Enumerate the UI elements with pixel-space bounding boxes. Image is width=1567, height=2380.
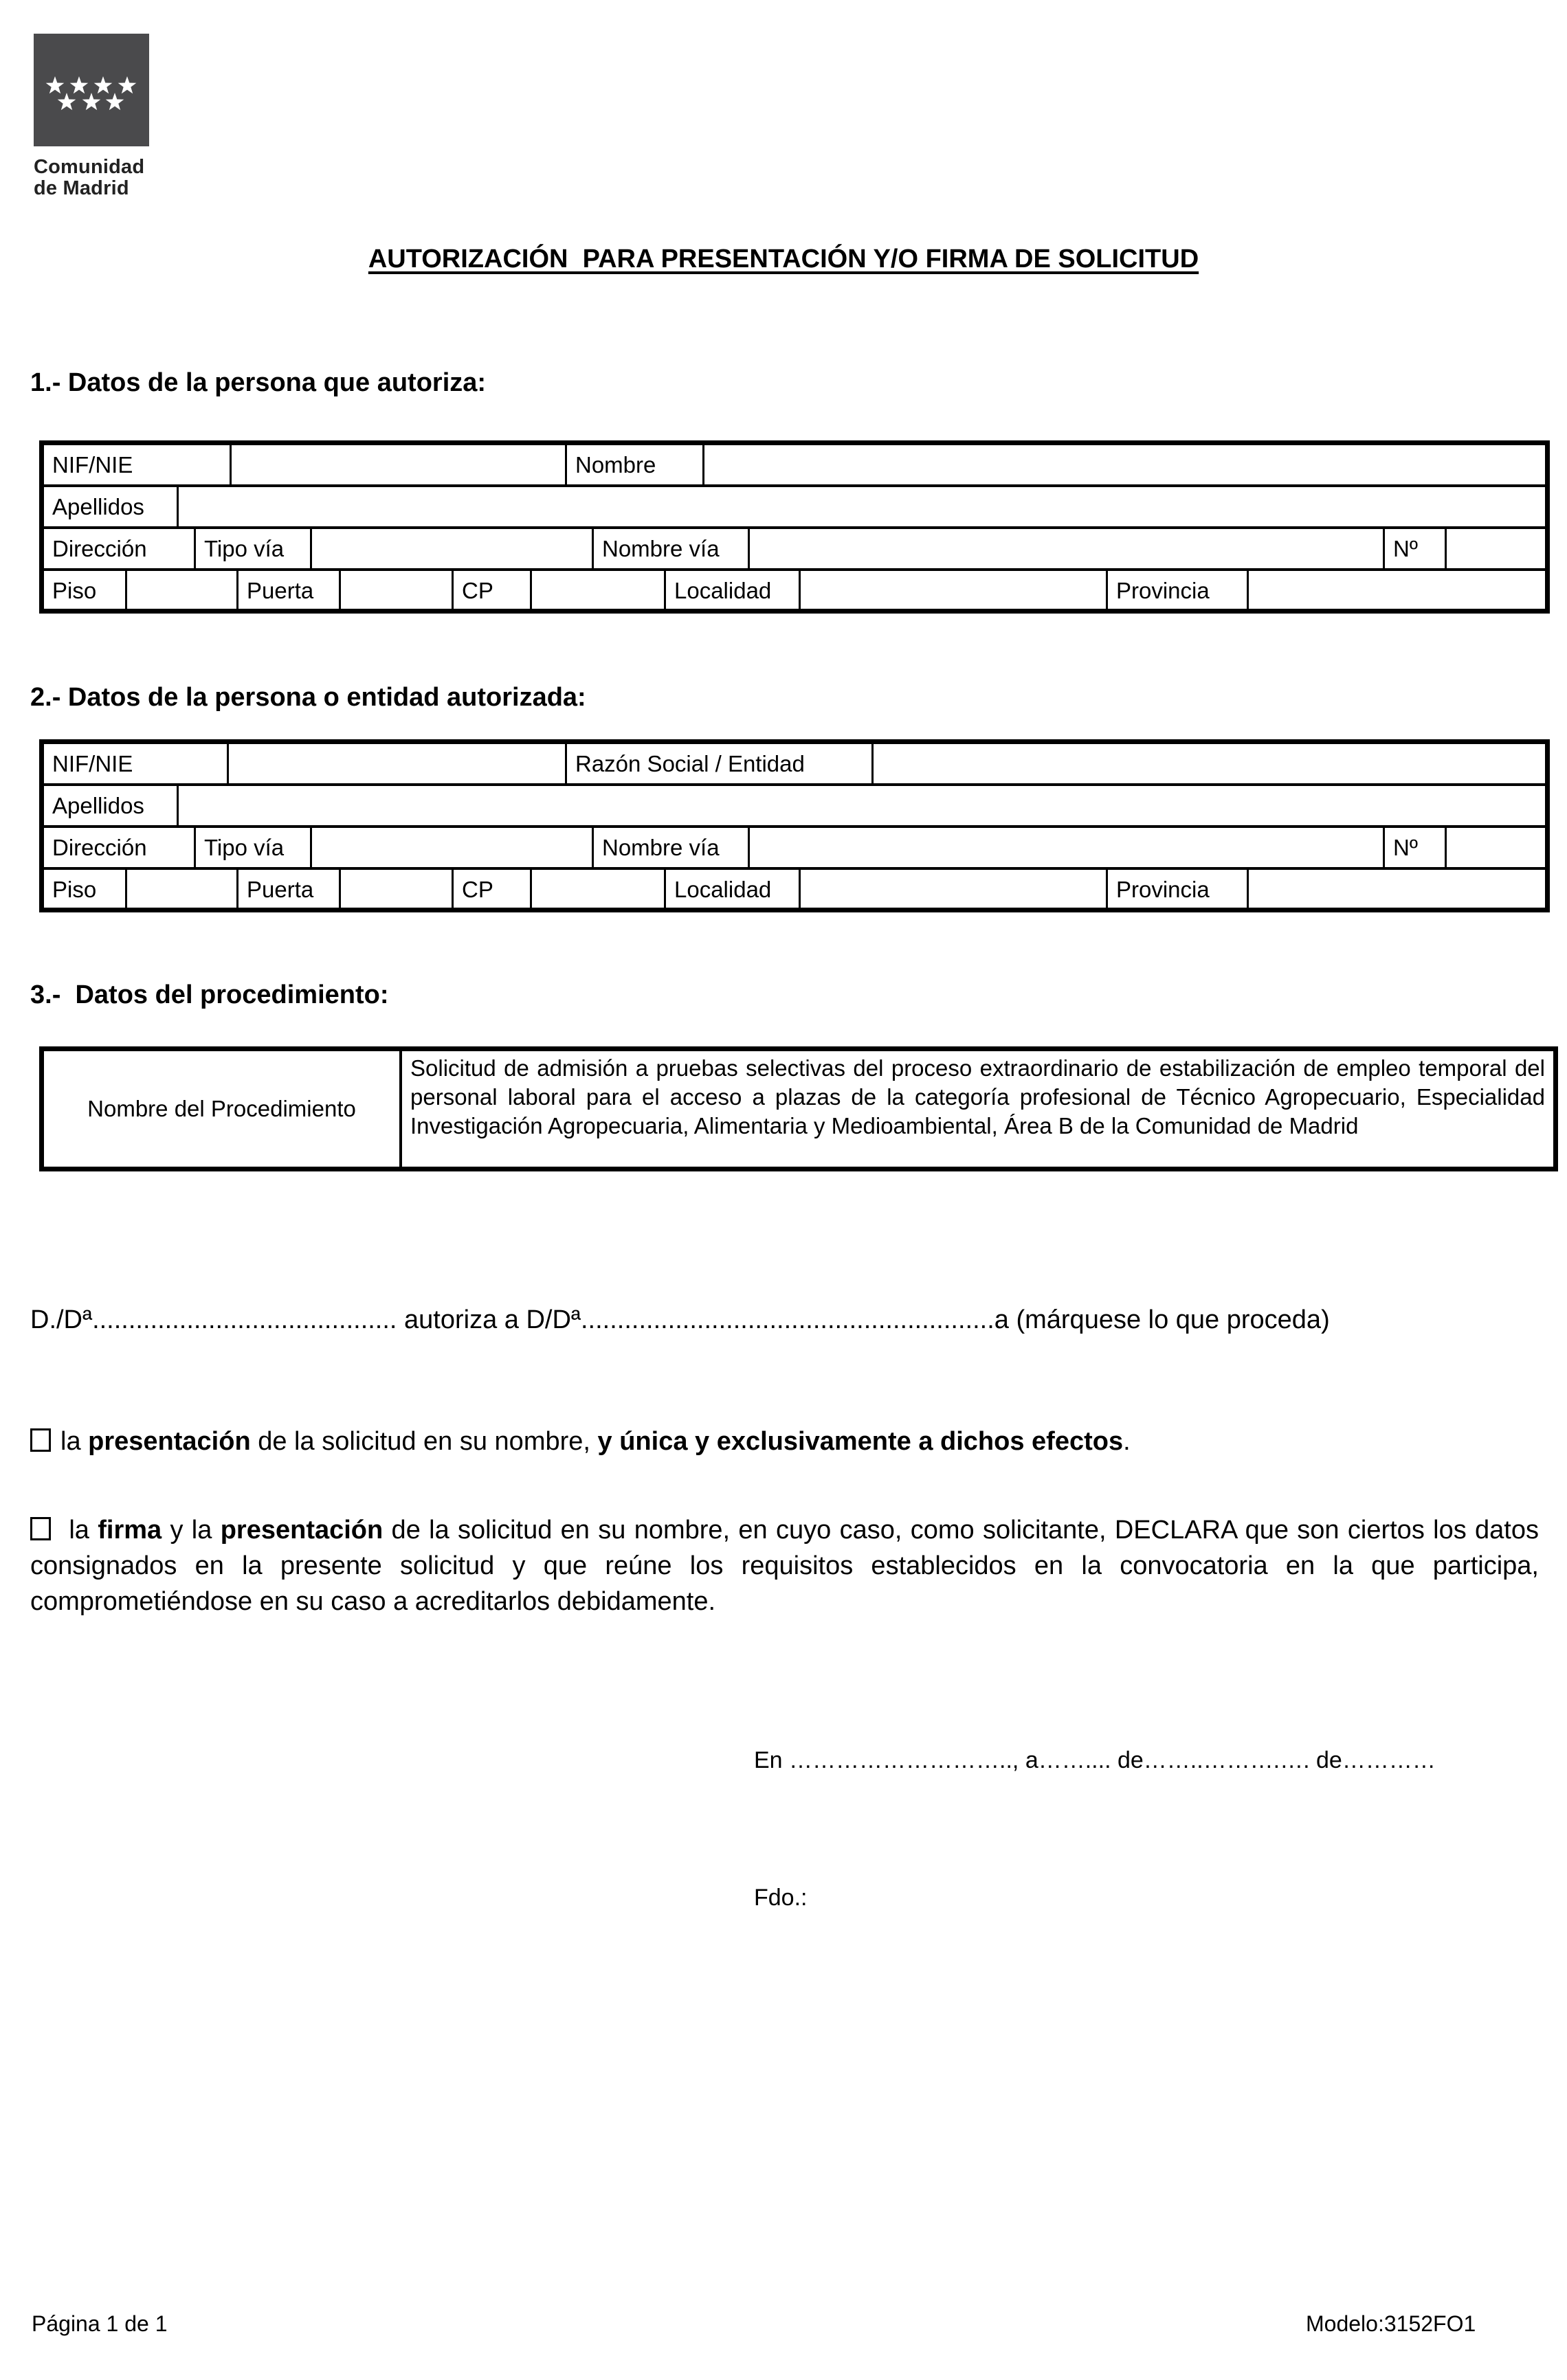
puerta-input-cell bbox=[339, 571, 452, 610]
table-row bbox=[44, 744, 1545, 783]
nombre-label: Nombre bbox=[565, 445, 702, 484]
razon-social-input[interactable] bbox=[874, 743, 1545, 784]
piso-input[interactable] bbox=[127, 869, 236, 910]
option-bold-text: firma bbox=[98, 1516, 162, 1545]
localidad-input[interactable] bbox=[801, 570, 1106, 611]
procedure-table bbox=[39, 1046, 1558, 1171]
tipo-via-input-cell bbox=[310, 529, 592, 568]
option-bold-text: y única y exclusivamente a dichos efectos bbox=[597, 1427, 1124, 1456]
table-row bbox=[44, 445, 1545, 484]
option-sign-and-presentation bbox=[30, 1512, 1539, 1619]
nombre-input-cell bbox=[702, 445, 1545, 484]
option-bold-text: presentación bbox=[220, 1516, 384, 1545]
presentation-checkbox[interactable] bbox=[30, 1428, 51, 1452]
piso-input-cell bbox=[125, 870, 236, 909]
provincia-input-cell bbox=[1247, 870, 1545, 909]
puerta-input[interactable] bbox=[341, 570, 452, 611]
apellidos-input[interactable] bbox=[179, 486, 1545, 527]
nombre-via-input[interactable] bbox=[750, 528, 1383, 569]
tipo-via-label: Tipo vía bbox=[194, 529, 310, 568]
nif-label: NIF/NIE bbox=[52, 452, 133, 478]
localidad-label: Localidad bbox=[664, 870, 799, 909]
apellidos-label: Apellidos bbox=[52, 793, 144, 818]
numero-input[interactable] bbox=[1447, 827, 1545, 868]
cp-input[interactable] bbox=[532, 570, 664, 611]
nombre-via-input-cell bbox=[748, 529, 1383, 568]
section-1-heading: 1.- Datos de la persona que autoriza: bbox=[30, 368, 487, 397]
razon-social-input-cell bbox=[871, 744, 1545, 783]
sign-and-presentation-checkbox[interactable] bbox=[30, 1517, 51, 1540]
model-number: Modelo:3152FO1 bbox=[1306, 2311, 1476, 2336]
cp-input-cell bbox=[530, 571, 664, 610]
logo bbox=[34, 34, 149, 146]
puerta-input-cell bbox=[339, 870, 452, 909]
tipo-via-input[interactable] bbox=[312, 528, 592, 569]
document-title: AUTORIZACIÓN PARA PRESENTACIÓN Y/O FIRMA DE SOLICITUD bbox=[368, 245, 1199, 273]
provincia-input-cell bbox=[1247, 571, 1545, 610]
direccion-label: Dirección bbox=[52, 835, 147, 860]
option-text: la bbox=[60, 1427, 89, 1456]
localidad-label: Localidad bbox=[664, 571, 799, 610]
numero-input[interactable] bbox=[1447, 528, 1545, 569]
piso-label: Piso bbox=[52, 877, 97, 902]
procedure-name-label: Nombre del Procedimiento bbox=[44, 1051, 402, 1167]
logo-text bbox=[34, 157, 144, 199]
tipo-via-label: Tipo vía bbox=[194, 828, 310, 867]
localidad-input-cell bbox=[799, 870, 1106, 909]
nif-input[interactable] bbox=[229, 743, 565, 784]
apellidos-input[interactable] bbox=[179, 785, 1545, 826]
numero-input-cell bbox=[1445, 828, 1545, 867]
option-presentation bbox=[30, 1424, 1539, 1459]
cp-label: CP bbox=[452, 571, 530, 610]
table-row bbox=[44, 526, 1545, 568]
nif-label: NIF/NIE bbox=[52, 751, 133, 776]
table-row bbox=[44, 484, 1545, 526]
table-row bbox=[44, 867, 1545, 909]
page-number: Página 1 de 1 bbox=[32, 2311, 168, 2336]
tipo-via-input[interactable] bbox=[312, 827, 592, 868]
provincia-input[interactable] bbox=[1249, 570, 1545, 611]
option-text: y la bbox=[162, 1516, 221, 1545]
nombre-via-label: Nombre vía bbox=[592, 529, 748, 568]
piso-input[interactable] bbox=[127, 570, 236, 611]
nif-input[interactable] bbox=[232, 445, 565, 485]
provincia-label: Provincia bbox=[1106, 571, 1247, 610]
numero-label: Nº bbox=[1383, 529, 1445, 568]
localidad-input-cell bbox=[799, 571, 1106, 610]
numero-label: Nº bbox=[1383, 828, 1445, 867]
logo-line-1: Comunidad bbox=[34, 156, 145, 178]
option-text: la bbox=[60, 1516, 98, 1545]
provincia-label: Provincia bbox=[1106, 870, 1247, 909]
signature-area[interactable] bbox=[818, 1879, 1436, 1913]
option-text: de la solicitud en su nombre, en cuyo caso, como solicitante, DECLARA que son ciertos los datos consignados en la presente solicitud y que reúne los requisitos establecidos en la convocatoria en la que participa, comprometiéndose en su caso a acreditarlos debidamente. bbox=[30, 1516, 1539, 1616]
apellidos-input-cell bbox=[177, 487, 1545, 526]
nif-input-cell bbox=[227, 744, 565, 783]
cp-label: CP bbox=[452, 870, 530, 909]
puerta-label: Puerta bbox=[236, 870, 339, 909]
tipo-via-input-cell bbox=[310, 828, 592, 867]
authorization-statement: D./Dª.......................................... autoriza a D/Dª.........................................................a (márquese lo que proceda) bbox=[30, 1305, 1330, 1334]
nombre-via-input[interactable] bbox=[750, 827, 1383, 868]
option-text: . bbox=[1123, 1427, 1131, 1456]
option-text: de la solicitud en su nombre, bbox=[250, 1427, 598, 1456]
cp-input-cell bbox=[530, 870, 664, 909]
section-2-heading: 2.- Datos de la persona o entidad autorizada: bbox=[30, 683, 586, 712]
section-3-heading: 3.- Datos del procedimiento: bbox=[30, 980, 389, 1009]
nombre-input[interactable] bbox=[704, 445, 1545, 485]
nombre-via-input-cell bbox=[748, 828, 1383, 867]
authorized-table bbox=[39, 739, 1550, 912]
provincia-input[interactable] bbox=[1249, 869, 1545, 910]
table-row bbox=[44, 783, 1545, 825]
apellidos-input-cell bbox=[177, 786, 1545, 825]
logo-line-2: de Madrid bbox=[34, 177, 129, 199]
cp-input[interactable] bbox=[532, 869, 664, 910]
place-date-line: En ……………………….., a…….... de……..……….…. de………… bbox=[754, 1747, 1436, 1773]
piso-label: Piso bbox=[52, 578, 97, 603]
numero-input-cell bbox=[1445, 529, 1545, 568]
apellidos-label: Apellidos bbox=[52, 494, 144, 519]
seven-stars-icon bbox=[34, 34, 149, 146]
puerta-label: Puerta bbox=[236, 571, 339, 610]
nif-input-cell bbox=[230, 445, 565, 484]
authorizer-table bbox=[39, 440, 1550, 614]
localidad-input[interactable] bbox=[801, 869, 1106, 910]
table-row bbox=[44, 825, 1545, 867]
direccion-label: Dirección bbox=[52, 536, 147, 561]
procedure-name-value: Solicitud de admisión a pruebas selectivas del proceso extraordinario de estabilización de empleo temporal del personal laboral para el acceso a plazas de la categoría profesional de Técnico Agropecuario, Especialidad Investigación Agropecuaria, Alimentaria y Medioambiental, Área B de la Comunidad de Madrid bbox=[410, 1055, 1545, 1138]
piso-input-cell bbox=[125, 571, 236, 610]
nombre-via-label: Nombre vía bbox=[592, 828, 748, 867]
table-row bbox=[44, 568, 1545, 610]
puerta-input[interactable] bbox=[341, 869, 452, 910]
razon-social-label: Razón Social / Entidad bbox=[565, 744, 871, 783]
option-bold-text: presentación bbox=[88, 1427, 251, 1456]
signed-label: Fdo.: bbox=[754, 1885, 808, 1911]
